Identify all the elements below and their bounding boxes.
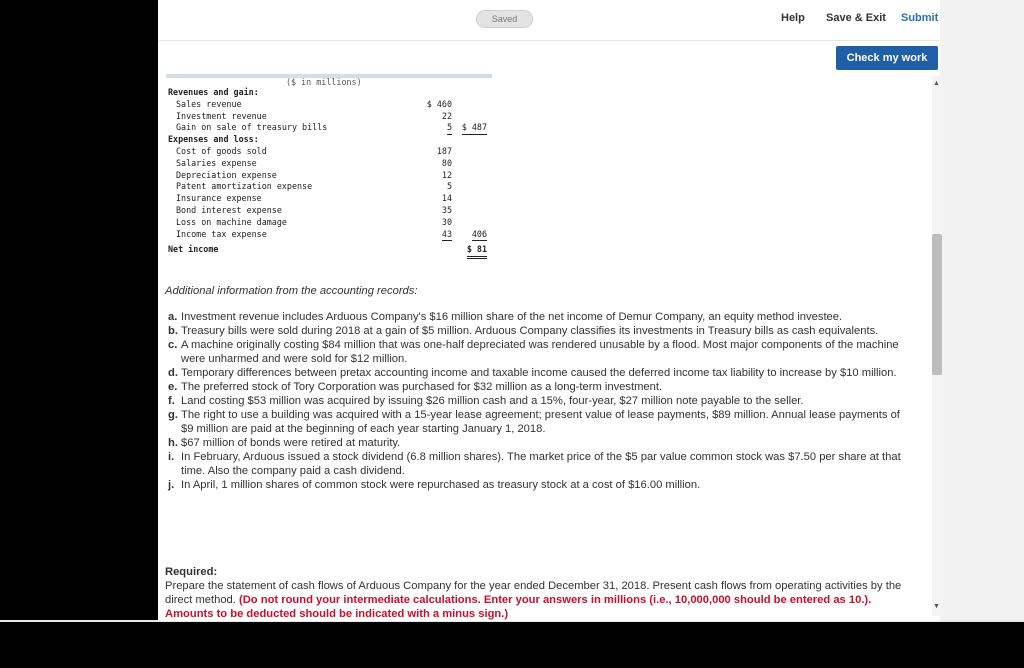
- statement-row: [166, 229, 492, 241]
- top-toolbar: [158, 0, 940, 41]
- info-item: [165, 366, 915, 380]
- statement-row-amount: 22: [441, 110, 452, 121]
- info-item-text: The preferred stock of Tory Corporation was purchased for $32 million as a long-term investment.: [181, 381, 663, 393]
- statement-row-amount: 187: [436, 145, 452, 156]
- assignment-page: [158, 0, 940, 621]
- statement-row: [166, 111, 492, 123]
- info-item-marker: i.: [168, 451, 175, 463]
- statement-row-total: $ 487: [462, 122, 487, 135]
- info-item-text: Land costing $53 million was acquired by issuing $26 million cash and a 15%, four-year, $27 million note payable to the seller.: [181, 395, 804, 407]
- statement-row-label: Income tax expense: [176, 228, 267, 239]
- info-item-marker: e.: [168, 381, 178, 393]
- revenues-title: Revenues and gain:: [168, 87, 259, 97]
- revenue-rows: [166, 99, 492, 134]
- check-my-work-button[interactable]: Check my work: [836, 46, 938, 70]
- statement-row: [166, 99, 492, 111]
- income-statement: [166, 74, 492, 256]
- info-item: [165, 394, 915, 408]
- statement-row-label: Cost of goods sold: [176, 145, 267, 156]
- statement-row-label: Investment revenue: [176, 110, 267, 121]
- statement-row-amount: 35: [441, 204, 452, 215]
- left-black-margin: [0, 0, 158, 668]
- info-item: [165, 450, 915, 478]
- right-gutter: [940, 0, 1024, 620]
- statement-row-amount: 14: [441, 193, 452, 204]
- info-item-marker: h.: [168, 437, 178, 449]
- info-item: [165, 380, 915, 394]
- statement-row: [166, 146, 492, 158]
- info-item-marker: g.: [168, 409, 178, 421]
- scrollbar-thumb[interactable]: [932, 234, 942, 375]
- statement-row-amount: 43: [442, 229, 452, 242]
- submit-link[interactable]: Submit: [901, 12, 939, 24]
- additional-information: [165, 284, 915, 492]
- info-item-marker: f.: [168, 395, 175, 407]
- net-income-label: Net income: [168, 244, 219, 255]
- info-item-text: In April, 1 million shares of common stock were repurchased as treasury stock at a cost of $16.00 million.: [181, 479, 701, 491]
- required-text: Prepare the statement of cash flows of Arduous Company for the year ended December 31, 2018. Present cash flows from operating activities by the direct method.: [165, 580, 902, 606]
- required-instruction: (Do not round your intermediate calculations. Enter your answers in millions (i.e., 10,000,000 should be entered as 10.). Amounts to be deducted should be indicated with a minus sign.): [165, 594, 872, 620]
- statement-row-label: Patent amortization expense: [176, 181, 313, 192]
- statement-header: ($ in millions): [166, 74, 492, 87]
- required-section: [165, 565, 915, 621]
- statement-row-amount: 5: [446, 181, 452, 192]
- info-item: [165, 408, 915, 436]
- statement-row-amount: 12: [441, 169, 452, 180]
- statement-row-label: Bond interest expense: [176, 204, 282, 215]
- info-item-marker: a.: [168, 311, 178, 323]
- info-item-text: The right to use a building was acquired with a 15-year lease agreement; present value of lease payments, $89 million. Annual lease payments of $9 million are paid at the beginning of each year starting January 1, 2018.: [181, 409, 900, 435]
- expenses-title: Expenses and loss:: [168, 134, 259, 145]
- statement-row-amount: 30: [441, 216, 452, 227]
- statement-row-amount: $ 460: [426, 98, 452, 109]
- statement-row-amount: 5: [447, 122, 452, 135]
- statement-row-label: Salaries expense: [176, 157, 257, 168]
- info-item: [165, 338, 915, 366]
- statement-row-amount: 80: [441, 157, 452, 168]
- statement-row: [166, 122, 492, 134]
- statement-row-label: Sales revenue: [176, 98, 242, 109]
- additional-info-list: [165, 310, 915, 492]
- statement-row-label: Loss on machine damage: [176, 216, 287, 227]
- info-item-text: Treasury bills were sold during 2018 at a gain of $5 million. Arduous Company classifies its investments in Treasury bills as cash equivalents.: [181, 325, 879, 337]
- saved-indicator: Saved: [476, 10, 533, 28]
- statement-row: [166, 181, 492, 193]
- info-item-marker: d.: [168, 367, 178, 379]
- statement-row-label: Gain on sale of treasury bills: [176, 122, 328, 133]
- scroll-down-arrow-icon[interactable]: ▼: [933, 603, 940, 610]
- info-item-text: A machine originally costing $84 million that was one-half depreciated was rendered unusable by a flood. Most major components of the machine were unharmed and were sold for $12 million.: [181, 339, 899, 365]
- info-item: [165, 310, 915, 324]
- info-item-marker: b.: [168, 325, 178, 337]
- statement-row: [166, 193, 492, 205]
- statement-row: [166, 217, 492, 229]
- info-item: [165, 436, 915, 450]
- info-item-text: Investment revenue includes Arduous Company's $16 million share of the net income of Demur Company, an equity method investee.: [181, 311, 843, 323]
- required-title: Required:: [165, 566, 218, 578]
- info-item: [165, 324, 915, 338]
- net-income-value: $ 81: [467, 244, 487, 259]
- bottom-black-margin: [0, 622, 1024, 668]
- statement-row-total: 406: [472, 229, 487, 242]
- info-item-text: Temporary differences between pretax accounting income and taxable income caused the deferred income tax liability to increase by $10 million.: [181, 367, 897, 379]
- save-exit-link[interactable]: Save & Exit: [826, 12, 886, 24]
- statement-row-label: Insurance expense: [176, 193, 262, 204]
- statement-row-label: Depreciation expense: [176, 169, 277, 180]
- scroll-up-arrow-icon[interactable]: ▲: [933, 80, 940, 87]
- additional-info-title: Additional information from the accounting records:: [165, 285, 418, 297]
- statement-row: [166, 170, 492, 182]
- info-item-marker: c.: [168, 339, 178, 351]
- info-item: [165, 478, 915, 492]
- info-item-marker: j.: [168, 479, 175, 491]
- statement-row: [166, 158, 492, 170]
- expense-rows: [166, 146, 492, 240]
- info-item-text: In February, Arduous issued a stock dividend (6.8 million shares). The market price of the $5 par value common stock was $7.50 per share at that time. Also the company paid a cash dividend.: [181, 451, 901, 477]
- help-link[interactable]: Help: [781, 12, 805, 24]
- net-income-row: [166, 244, 492, 256]
- info-item-text: $67 million of bonds were retired at maturity.: [181, 437, 401, 449]
- statement-row: [166, 205, 492, 217]
